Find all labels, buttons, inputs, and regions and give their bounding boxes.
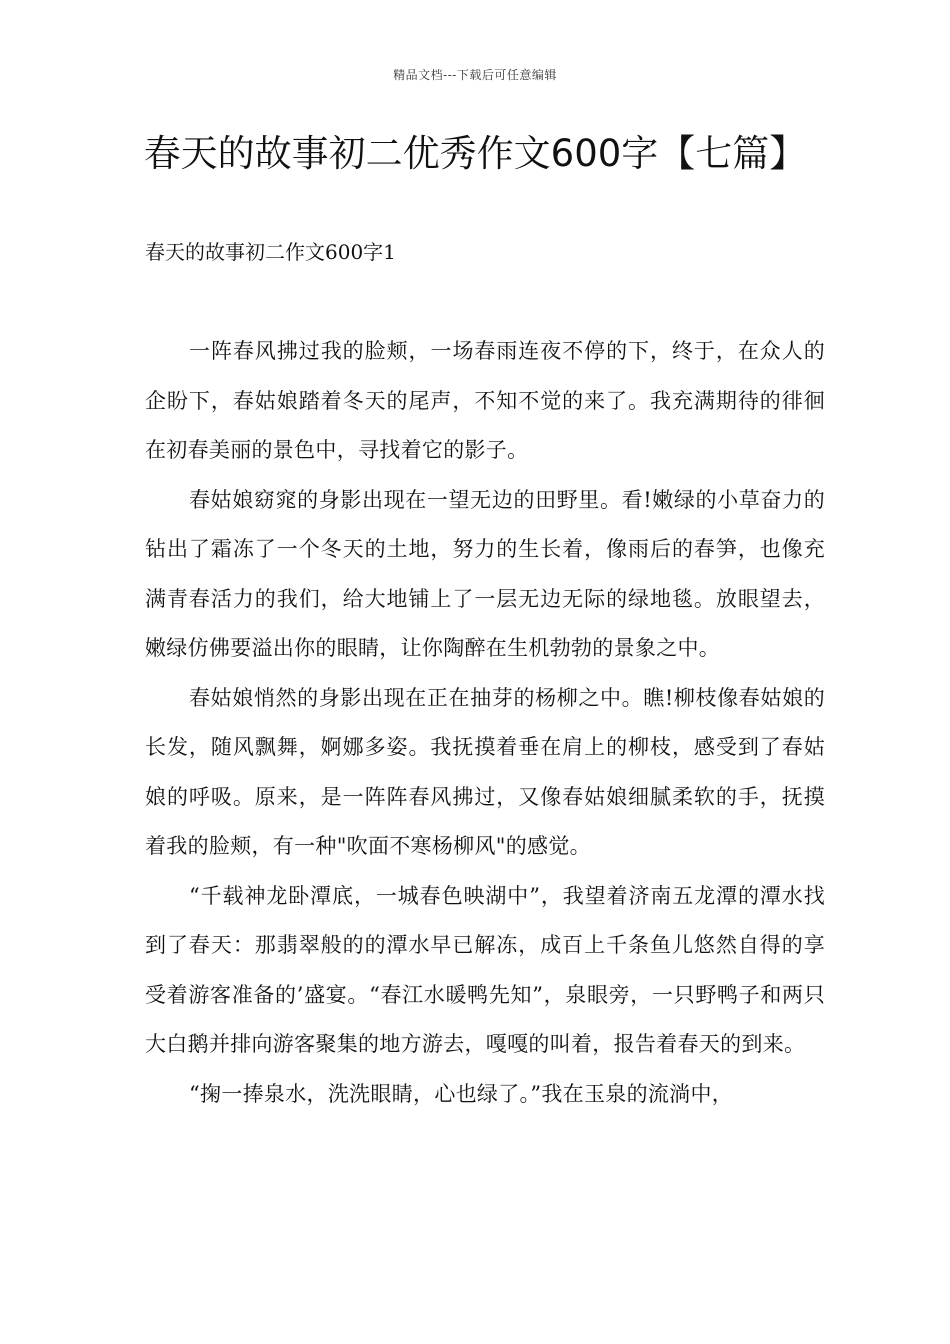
document-title: 春天的故事初二优秀作文600字【七篇】 <box>143 132 807 175</box>
paragraph: 一阵春风拂过我的脸颊，一场春雨连夜不停的下，终于，在众人的企盼下，春姑娘踏着冬天的尾声，不知不觉的来了。我充满期待的徘徊在初春美丽的景色中，寻找着它的影子。 <box>145 339 825 462</box>
essay-body <box>145 327 825 1119</box>
paragraph: 春姑娘悄然的身影出现在正在抽芽的杨柳之中。瞧!柳枝像春姑娘的长发，随风飘舞，婀娜多姿。我抚摸着垂在肩上的柳枝，感受到了春姑娘的呼吸。原来，是一阵阵春风拂过，又像春姑娘细腻柔软的手，抚摸着我的脸颊，有一种"吹面不寒杨柳风"的感觉。 <box>145 685 825 858</box>
essay-subheading: 春天的故事初二作文600字1 <box>145 240 396 264</box>
paragraph: “千载神龙卧潭底，一城春色映湖中”，我望着济南五龙潭的潭水找到了春天：那翡翠般的的潭水早已解冻，成百上千条鱼儿悠然自得的享受着游客准备的’盛宴。“春江水暖鸭先知”，泉眼旁，一只野鸭子和两只大白鹅并排向游客聚集的地方游去，嘎嘎的叫着，报告着春天的到来。 <box>145 883 825 1056</box>
paragraph: “掬一捧泉水，洗洗眼睛，心也绿了。”我在玉泉的流淌中， <box>189 1081 734 1106</box>
header-note: 精品文档---下载后可任意编辑 <box>393 68 557 82</box>
paragraph: 春姑娘窈窕的身影出现在一望无边的田野里。看!嫩绿的小草奋力的钻出了霜冻了一个冬天的土地，努力的生长着，像雨后的春笋，也像充满青春活力的我们，给大地铺上了一层无边无际的绿地毯。放眼望去，嫩绿仿佛要溢出你的眼睛，让你陶醉在生机勃勃的景象之中。 <box>145 487 825 660</box>
